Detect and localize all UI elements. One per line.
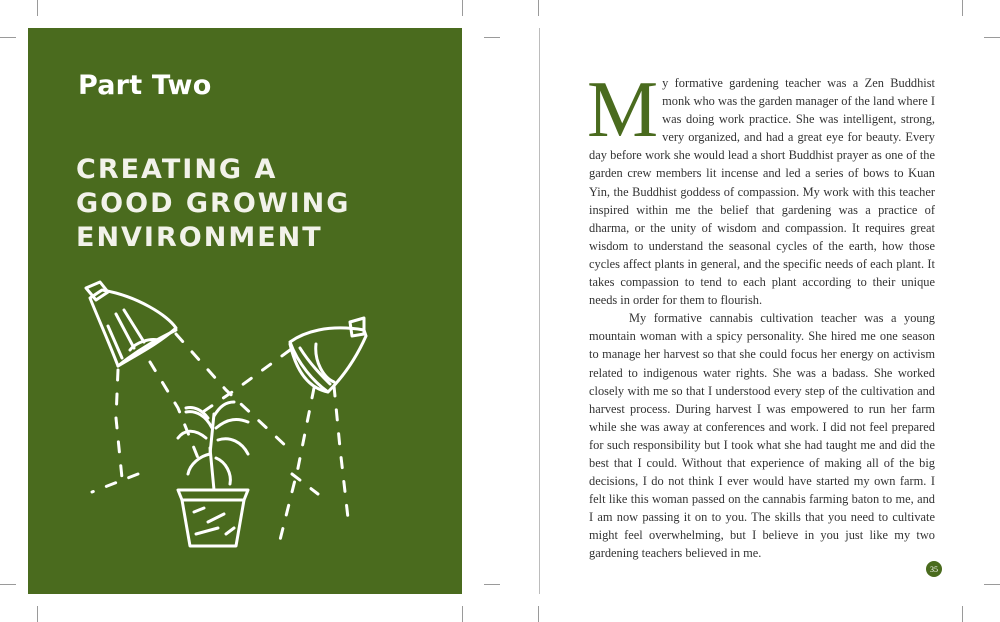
crop-mark (538, 606, 539, 622)
crop-mark (0, 584, 16, 585)
crop-mark (462, 0, 463, 16)
chapter-title-line: ENVIRONMENT (76, 222, 323, 253)
page-number: 35 (926, 561, 942, 577)
chapter-title-line: CREATING A (76, 154, 278, 185)
paragraph-text: y formative gardening teacher was a Zen Buddhist monk who was the garden manager of the land where I was doing work practice. She was intelligent, strong, very organized, and had a great eye for beauty. Every day before work she would lead a short Buddhist prayer as one of the garden crew members lit incense and led a series of bows to Kuan Yin, the Buddhist goddess of compassion. My work with this teacher inspired within me the belief that gardening was a practice of dharma, or the unity of wisdom and compassion. It requires great wisdom to understand the seasonal cycles of the earth, how those cycles affect plants in general, and the specific needs of each plant. It takes compassion to tend to each plant according to their unique needs in order for them to flourish. (589, 76, 935, 308)
drop-cap: M (587, 66, 659, 154)
crop-mark (462, 606, 463, 622)
crop-mark (984, 37, 1000, 38)
paragraph: My formative cannabis cultivation teacher was a young mountain woman with a spicy personality. She hired me one season to manage her harvest so that she could focus her energy on activism related to indigenous water rights. She was a badass. She worked closely with me so that I understood every step of the cultivation and harvest process. During harvest I was empowered to run her farm while she was away at conferences and work. I did not feel prepared for such responsibility but I took what she had taught me and did the best that I could. Without that experience of making all of the big decisions, I do not think I ever would have started my own farm. I felt like this woman passed on the cannabis farming baton to me, and I am now passing it on to you. The skills that you need to cultivate might feel overwhelming, but I believe in you just like my two gardening teachers believed in me. (589, 311, 935, 561)
chapter-title (76, 153, 456, 255)
crop-mark (984, 584, 1000, 585)
crop-mark (37, 0, 38, 16)
crop-mark (538, 0, 539, 16)
part-opener-panel (28, 28, 462, 594)
part-label: Part Two (78, 70, 212, 101)
chapter-title-line: GOOD GROWING (76, 188, 351, 219)
grow-lights-illustration (78, 278, 368, 578)
gutter-line (539, 28, 540, 594)
potted-cannabis-plant-icon (178, 402, 248, 546)
body-text (587, 66, 935, 563)
crop-mark (484, 37, 500, 38)
crop-mark (962, 0, 963, 16)
paragraph (587, 66, 935, 309)
crop-mark (0, 37, 16, 38)
grow-lamp-icon (290, 318, 366, 392)
crop-mark (37, 606, 38, 622)
grow-lamp-icon (86, 282, 176, 366)
crop-mark (962, 606, 963, 622)
crop-mark (484, 584, 500, 585)
